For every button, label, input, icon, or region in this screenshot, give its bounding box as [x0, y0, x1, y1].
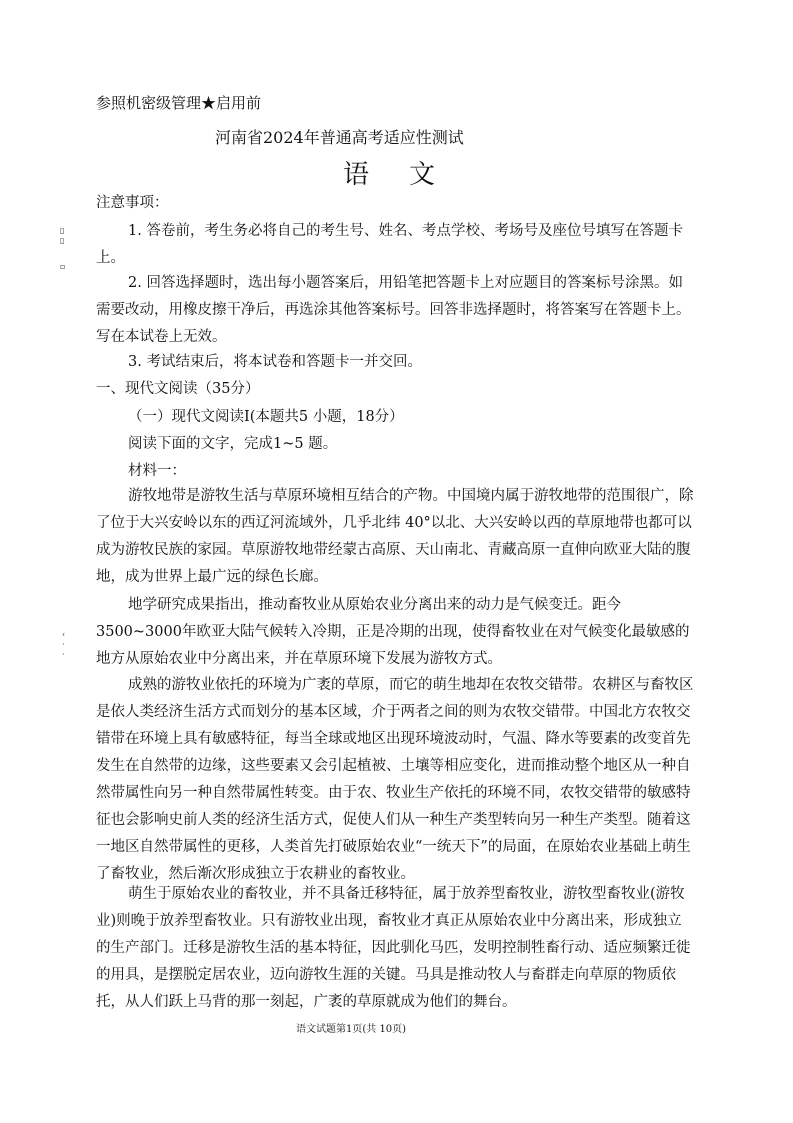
- body-paragraph-4: 萌生于原始农业的畜牧业，并不具备迁移特征，属于放养型畜牧业，游牧型畜牧业(游牧业)则晚于放养型畜牧业。只有游牧业出现，畜牧业才真正从原始农业中分离出来，形成独立的生产部门。迁移是游牧生活的基本特征，因此驯化马匹，发明控制牲畜行动、适应频繁迁徙的用具，是摆脱定居农业，迈向游牧生涯的关键。马具是推动牧人与畜群走向草原的物质依托，从人们跃上马背的那一刻起，广袤的草原就成为他们的舞台。: [96, 886, 691, 1010]
- binding-margin-mark-top: ▯ ▯: [60, 226, 65, 245]
- page-footer: 语文试题第1页(共 10页): [296, 1024, 407, 1035]
- subject-title: [343, 154, 435, 191]
- notice-item-2: 2. 回答选择题时，选出每小题答案后，用铅笔把答题卡上对应题目的答案标号涂黑。如需要改动，用橡皮擦干净后，再选涂其他答案标号。回答非选择题时，将答案写在答题卡上。写在本试卷上无效。: [96, 275, 691, 345]
- body-paragraph-3: 成熟的游牧业依托的环境为广袤的草原，而它的萌生地却在农牧交错带。农耕区与畜牧区是依人类经济生活方式而划分的基本区域，介于两者之间的则为农牧交错带。中国北方农牧交错带在环境上具有敏感特征，每当全球或地区出现环境波动时，气温、降水等要素的改变首先发生在自然带的边缘，这些要素又会引起植被、土壤等相应变化，进而推动整个地区从一种自然带属性向另一种自然带属性转变。由于农、牧业生产依托的环境不同，农牧交错带的敏感特征也会影响史前人类的经济生活方式，促使人们从一种生产类型转向另一种生产类型。随着这一地区自然带属性的更移，人类首先打破原始农业“一统天下”的局面，在原始农业基础上萌生了畜牧业，然后渐次形成独立于农耕业的畜牧业。: [96, 677, 694, 882]
- notice-item-3: 3. 考试结束后，将本试卷和答题卡一并交回。: [128, 354, 422, 370]
- material-label: 材料一：: [128, 463, 186, 479]
- confidentiality-note: 参照机密级管理★启用前: [96, 94, 262, 112]
- notice-item-1: 1. 答卷前，考生务必将自己的考生号、姓名、考点学校、考场号及座位号填写在答题卡上。: [96, 223, 683, 266]
- body-paragraph-1: 游牧地带是游牧生活与草原环境相互结合的产物。中国境内属于游牧地带的范围很广，除了位于大兴安岭以东的西辽河流域外，几乎北纬 40°以北、大兴安岭以西的草原地带也都可以成为游牧民族的家园。草原游牧地带经蒙古高原、天山南北、青藏高原一直伸向欧亚大陆的腹地，成为世界上最广远的绿色长廊。: [96, 488, 694, 585]
- binding-margin-mark-low: ‹ · ·: [62, 630, 66, 659]
- subsection-title: （一）现代文阅读Ⅰ(本题共5 小题，18分）: [128, 409, 404, 425]
- body-paragraph-2: 地学研究成果指出，推动畜牧业从原始农业分离出来的动力是气候变迁。距今3500~3000年欧亚大陆气候转入冷期，正是冷期的出现，使得畜牧业在对气候变化最敏感的地方从原始农业中分离出来，并在草原环境下发展为游牧方式。: [96, 597, 690, 667]
- reading-instruction: 阅读下面的文字，完成1~5 题。: [128, 436, 338, 452]
- binding-margin-mark-mid: ▫: [60, 262, 66, 271]
- section-title: 一、现代文阅读（35分）: [96, 381, 260, 397]
- exam-title: 河南省2024年普通高考适应性测试: [215, 128, 464, 147]
- subject-char-2: 文: [409, 160, 436, 190]
- subject-char-1: 语: [343, 160, 370, 190]
- notice-heading: 注意事项：: [96, 195, 169, 211]
